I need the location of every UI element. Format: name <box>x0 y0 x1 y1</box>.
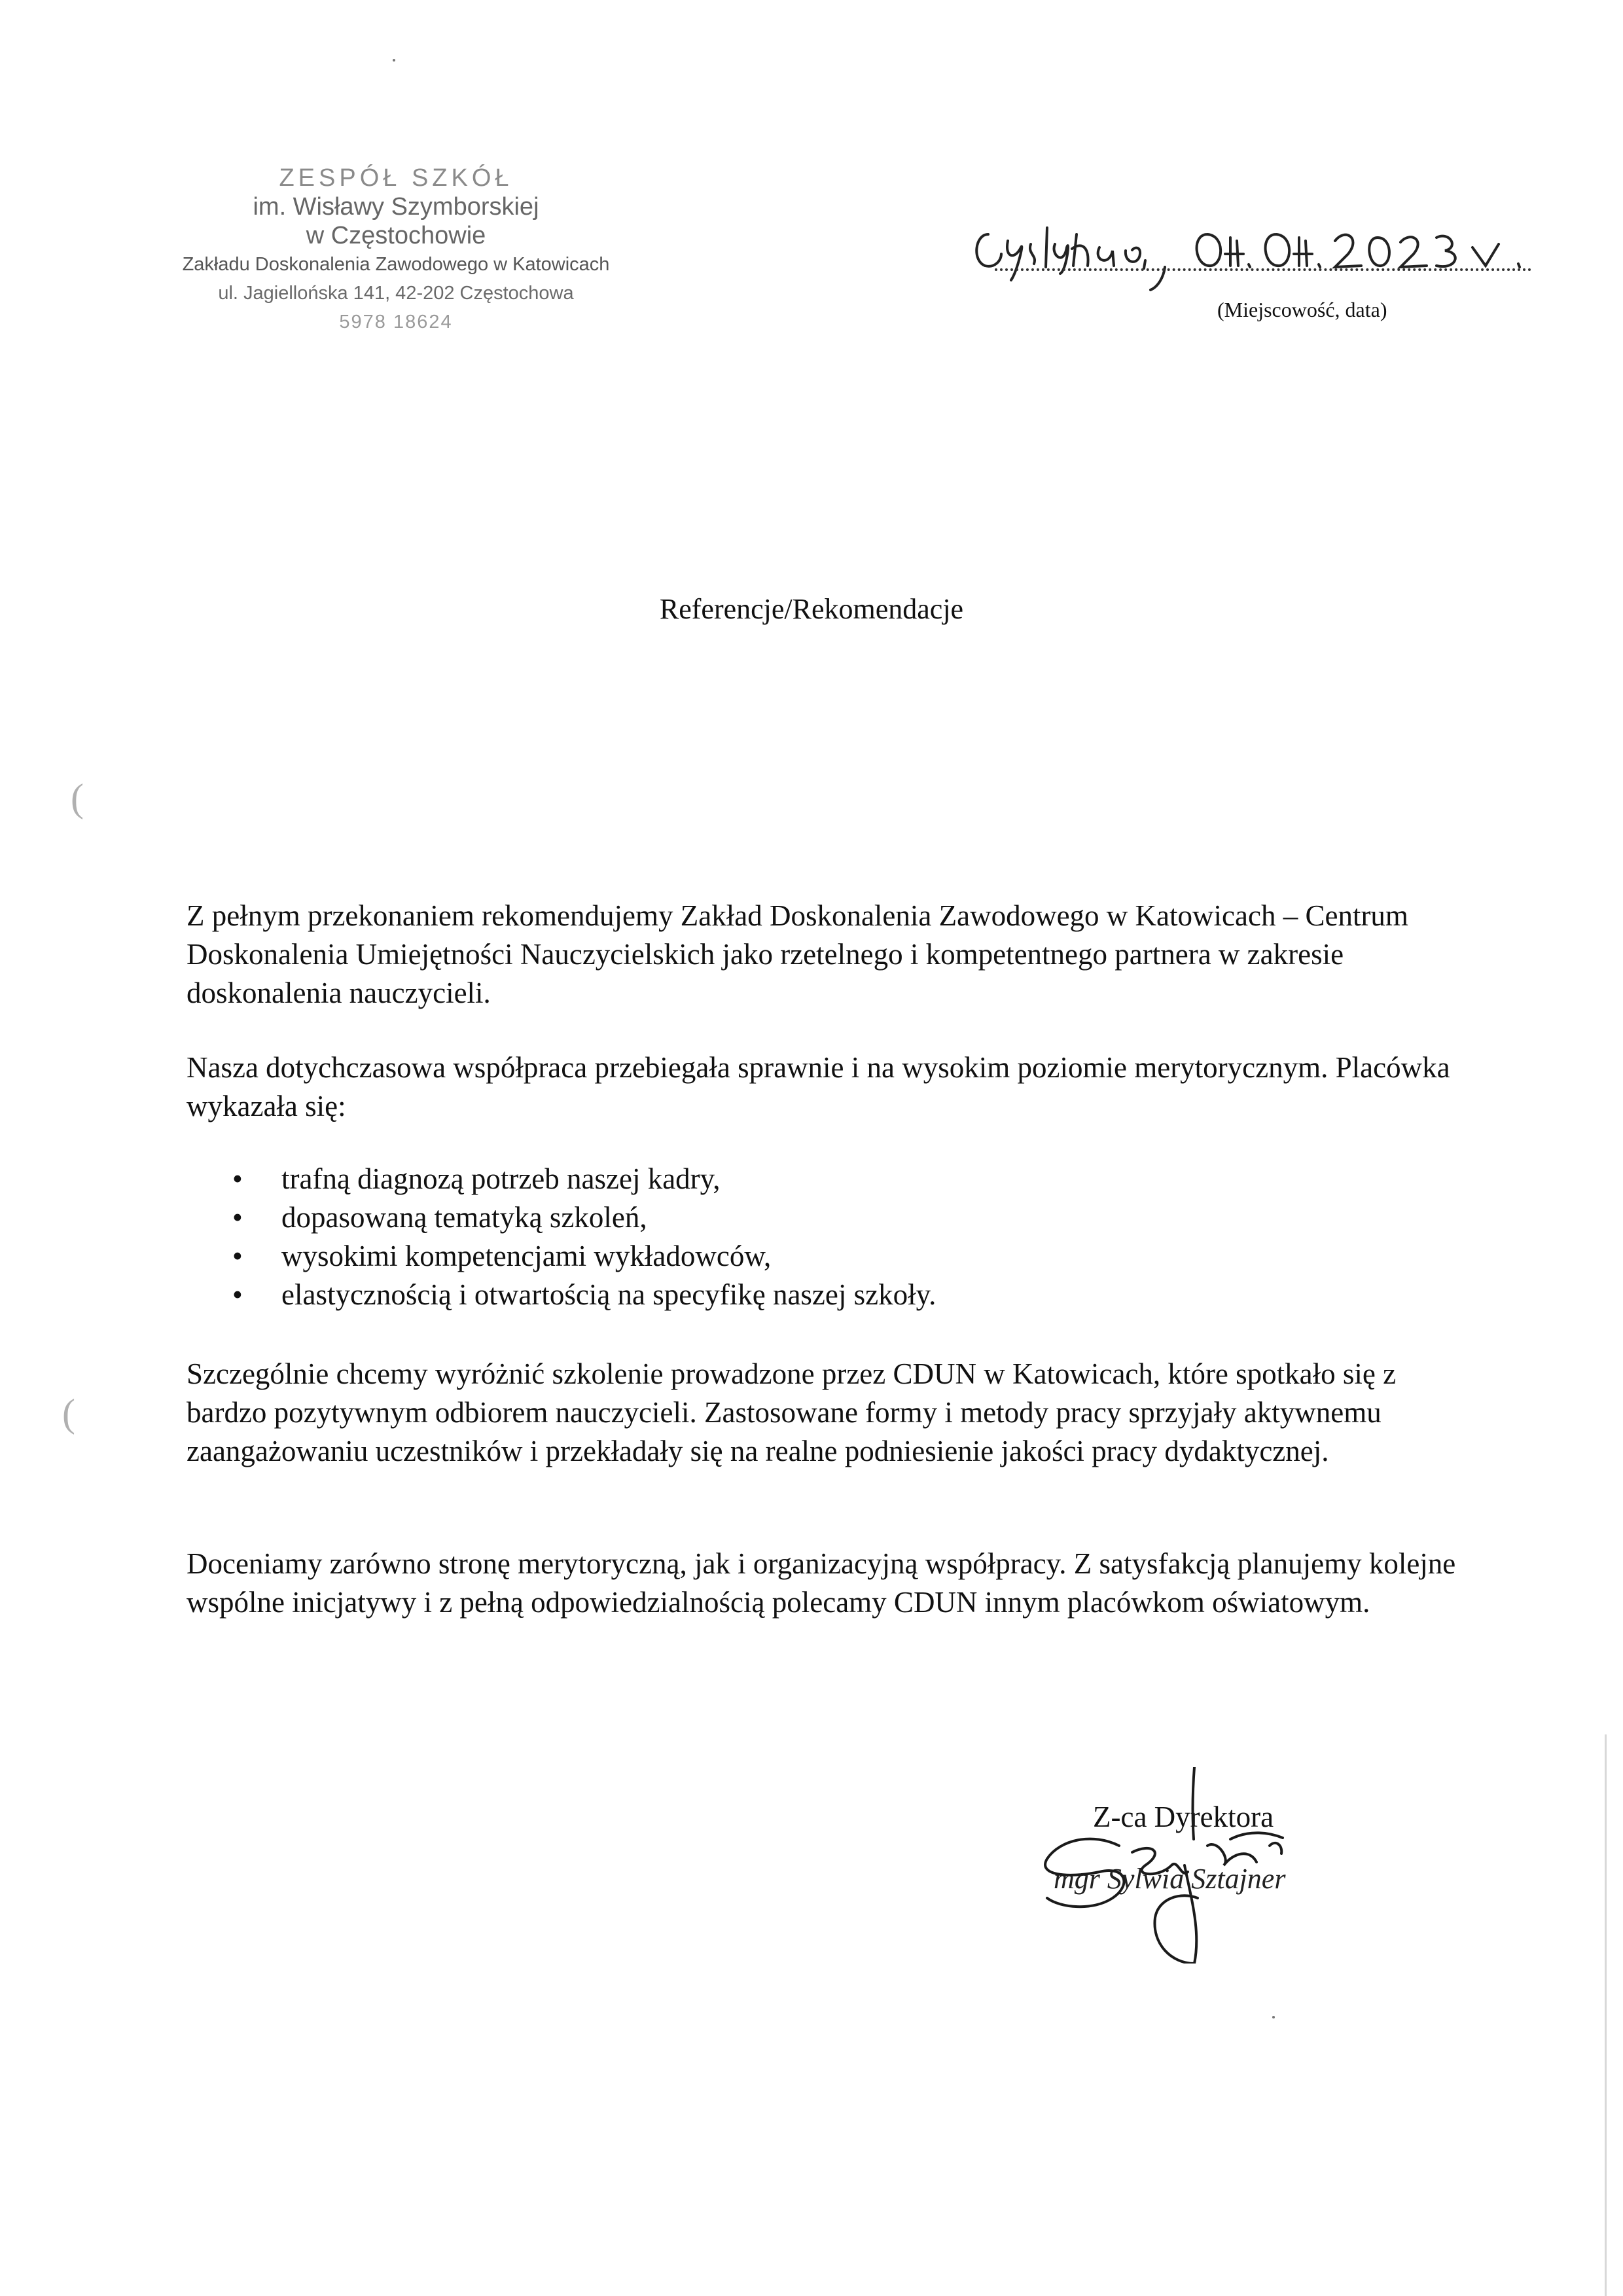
paragraph-training <box>187 1355 1456 1471</box>
bullet-icon: • <box>232 1240 243 1272</box>
list-item-text: dopasowaną tematyką szkoleń, <box>281 1201 647 1234</box>
list-item-text: wysokimi kompetencjami wykładowców, <box>281 1240 772 1272</box>
paragraph-recommendation <box>187 897 1456 1013</box>
signature-block <box>1021 1767 1387 1964</box>
bullet-icon: • <box>232 1278 243 1311</box>
scan-edge-line <box>1605 1734 1607 2296</box>
list-item <box>232 1198 936 1237</box>
letterhead-stamp <box>167 164 625 336</box>
stamp-line-ids: 5978 18624 <box>339 312 453 332</box>
stamp-line-patron: im. Wisławy Szymborskiej <box>253 193 539 221</box>
signature-title: Z-ca Dyrektora <box>1093 1801 1274 1833</box>
qualities-list <box>232 1160 936 1314</box>
bullet-icon: • <box>232 1162 243 1195</box>
handwritten-place-date <box>969 208 1538 300</box>
paragraph-3-text: Szczególnie chcemy wyróżnić szkolenie prowadzone przez CDUN w Katowicach, które spotkało się z bardzo pozytywnym odbiorem nauczycieli. Zastosowane formy i metody pracy sprzyjały aktywnemu zaangażowaniu uczestników i przekładały się na realne podniesienie jakości pracy dydaktycznej. <box>187 1357 1397 1467</box>
document-title: Referencje/Rekomendacje <box>659 593 964 625</box>
stamp-line-school: ZESPÓŁ SZKÓŁ <box>279 164 513 192</box>
stamp-line-city: w Częstochowie <box>306 222 486 249</box>
list-item <box>232 1276 936 1314</box>
paragraph-1-text: Z pełnym przekonaniem rekomendujemy Zakład Doskonalenia Zawodowego w Katowicach – Centrum Doskonalenia Umiejętności Nauczycielskich jako rzetelnego i kompetentnego partnera w zakresie doskonalenia nauczycieli. <box>187 899 1408 1009</box>
margin-mark-bottom: ( <box>62 1391 75 1435</box>
paragraph-4-text: Doceniamy zarówno stronę merytoryczną, jak i organizacyjną współpracy. Z satysfakcją planujemy kolejne wspólne inicjatywy i z pełną odpowiedzialnością polecamy CDUN innym placówkom oświatowym. <box>187 1547 1456 1619</box>
place-date-label: (Miejscowość, data) <box>1217 298 1387 321</box>
paragraph-2-text: Nasza dotychczasowa współpraca przebiegała sprawnie i na wysokim poziomie merytorycznym. Placówka wykazała się: <box>187 1051 1450 1122</box>
list-item-text: elastycznością i otwartością na specyfikę naszej szkoły. <box>281 1278 936 1311</box>
paragraph-closing <box>187 1545 1456 1622</box>
paragraph-cooperation <box>187 1049 1456 1126</box>
list-item <box>232 1237 936 1276</box>
stamp-line-institution: Zakładu Doskonalenia Zawodowego w Katowicach <box>182 254 610 275</box>
bullet-icon: • <box>232 1201 243 1234</box>
margin-mark-top: ( <box>71 776 84 819</box>
scan-dot <box>1272 2016 1275 2018</box>
signature-name: mgr Sylwia Sztajner <box>1054 1863 1286 1895</box>
date-dotted-line <box>995 267 1531 271</box>
scan-dot <box>393 59 395 62</box>
list-item <box>232 1160 936 1198</box>
stamp-line-address: ul. Jagiellońska 141, 42-202 Częstochowa <box>218 283 574 304</box>
handwritten-signature <box>1021 1767 1387 1964</box>
list-item-text: trafną diagnozą potrzeb naszej kadry, <box>281 1162 721 1195</box>
place-date-field <box>969 208 1538 300</box>
